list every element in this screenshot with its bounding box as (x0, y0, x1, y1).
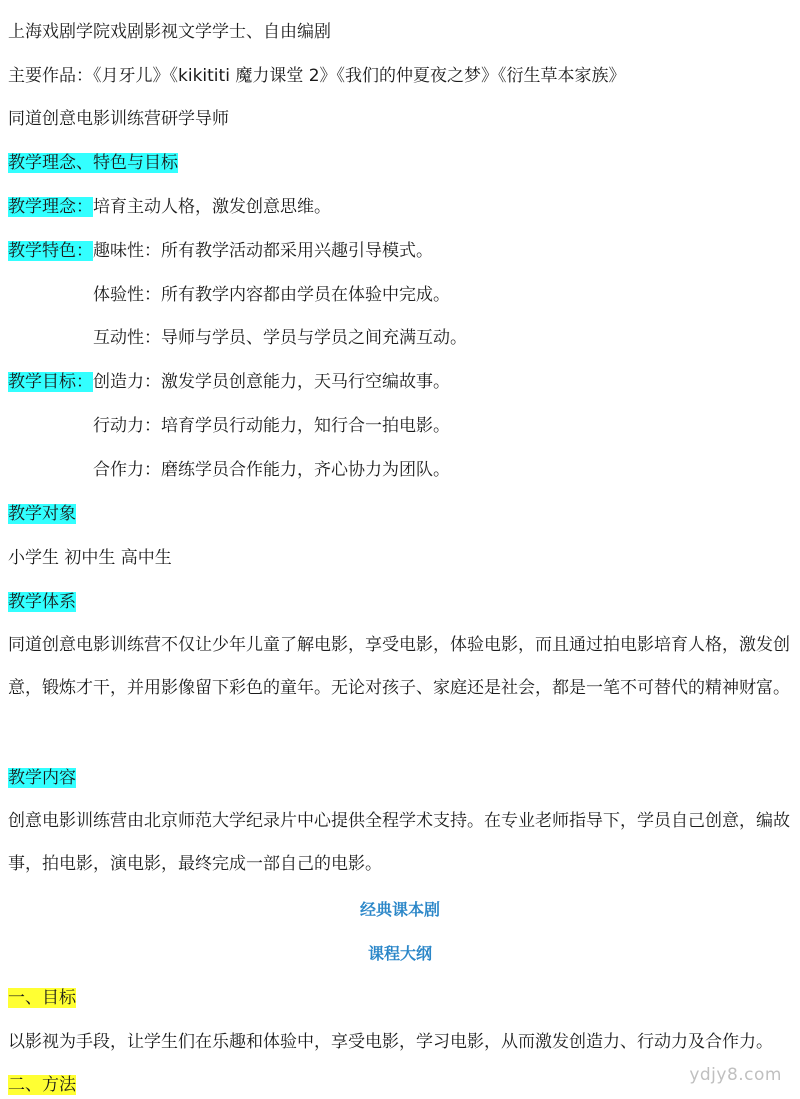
course-goal-heading-text: 一、目标 (8, 988, 76, 1008)
target-heading (8, 502, 76, 526)
course-title: 经典课本剧 (359, 900, 440, 919)
feature-item-1: 趣味性：所有教学活动都采用兴趣引导模式。 (93, 241, 433, 261)
content-paragraph: 创意电影训练营由北京师范大学纪录片中心提供全程学术支持。在专业老师指导下，学员自己创意，编故事，拍电影，演电影，最终完成一部自己的电影。 (8, 811, 790, 874)
concept-row (8, 195, 331, 219)
intro-line-1: 上海戏剧学院戏剧影视文学学士、自由编剧 (8, 22, 331, 42)
content-heading (8, 766, 76, 790)
goal-item-3: 合作力：磨练学员合作能力，齐心协力为团队。 (93, 460, 450, 480)
philosophy-heading-text: 教学理念、特色与目标 (8, 153, 178, 173)
goal-item-2: 行动力：培育学员行动能力，知行合一拍电影。 (93, 416, 450, 436)
concept-label: 教学理念： (8, 197, 93, 217)
target-text: 小学生 初中生 高中生 (8, 548, 172, 568)
feature-item-2: 体验性：所有教学内容都由学员在体验中完成。 (93, 285, 450, 305)
course-goal-heading (8, 986, 76, 1010)
concept-text: 培育主动人格，激发创意思维。 (93, 197, 331, 217)
course-subtitle: 课程大纲 (367, 944, 432, 963)
goal-row-1 (8, 370, 450, 394)
system-heading-text: 教学体系 (8, 592, 76, 612)
feature-label: 教学特色： (8, 241, 93, 261)
goal-item-1: 创造力：激发学员创意能力，天马行空编故事。 (93, 372, 450, 392)
feature-item-3: 互动性：导师与学员、学员与学员之间充满互动。 (93, 328, 467, 348)
intro-line-2: 主要作品：《月牙儿》《kikititi 魔力课堂 2》《我们的仲夏夜之梦》《衍生草本家族》 (8, 66, 626, 86)
system-paragraph: 同道创意电影训练营不仅让少年儿童了解电影，享受电影，体验电影，而且通过拍电影培育人格，激发创意，锻炼才干，并用影像留下彩色的童年。无论对孩子、家庭还是社会，都是一笔不可替代的精神财富。 (8, 635, 790, 698)
philosophy-heading (8, 151, 178, 175)
feature-row-1 (8, 239, 433, 263)
course-method-heading (8, 1073, 76, 1097)
course-goal-text: 以影视为手段，让学生们在乐趣和体验中，享受电影，学习电影，从而激发创造力、行动力及合作力。 (8, 1032, 773, 1052)
system-heading (8, 590, 76, 614)
content-heading-text: 教学内容 (8, 768, 76, 788)
intro-line-3: 同道创意电影训练营研学导师 (8, 109, 229, 129)
goal-label: 教学目标： (8, 372, 93, 392)
course-method-heading-text: 二、方法 (8, 1075, 76, 1095)
target-heading-text: 教学对象 (8, 504, 76, 524)
watermark: ydjy8.com (689, 1065, 782, 1085)
